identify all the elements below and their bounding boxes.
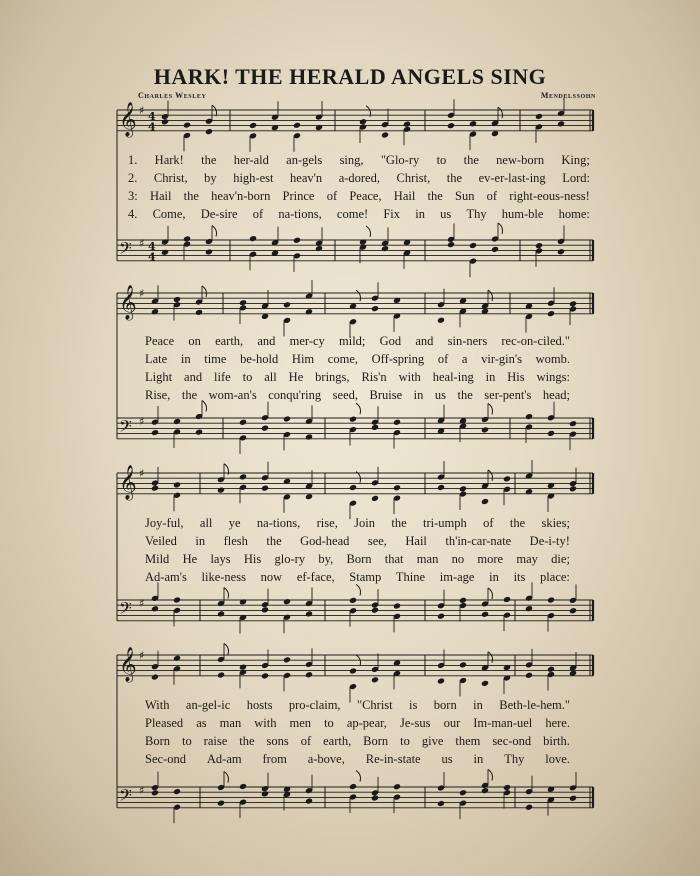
treble-clef: 𝄞 (119, 647, 137, 682)
key-signature-sharp: ♯ (139, 237, 145, 250)
note-head (305, 798, 313, 805)
note-head (459, 661, 467, 668)
lyric-line: Peace on earth, and mer-cy mild; God and sin-ners rec-on-ciled." (145, 334, 570, 348)
key-signature-sharp: ♯ (139, 597, 145, 610)
note-head (151, 674, 159, 681)
note-head (173, 788, 181, 795)
hymn-title: HARK! THE HERALD ANGELS SING (153, 64, 547, 89)
note-head (283, 656, 291, 663)
lyric-line: 1. Hark! the her-ald an-gels sing, "Glo-ry to the new-born King; (128, 153, 590, 167)
note-head (371, 676, 379, 683)
note-head (503, 784, 511, 791)
lyric-line: 4. Come, De-sire of na-tions, come! Fix in us Thy hum-ble home: (128, 207, 590, 221)
lyric-line: Sec-ond Ad-am from a-bove, Re-in-state us in Thy love. (145, 752, 570, 766)
note-head (239, 664, 247, 671)
lyric-line: Ad-am's like-ness now ef-face, Stamp Thine im-age in its place: (145, 570, 570, 584)
lyric-line: Mild He lays His glo-ry by, Born that man no more may die; (145, 552, 570, 566)
note-head (371, 795, 379, 802)
note-flag (356, 771, 361, 782)
note-head (525, 672, 533, 679)
note-head (239, 783, 247, 790)
lyric-line: With an-gel-ic hosts pro-claim, "Christ is born in Beth-le-hem." (145, 698, 570, 712)
lyric-line: 3: Hail the heav'n-born Prince of Peace, Hail the Sun of right-eous-ness! (128, 189, 590, 203)
time-signature-top: 4 (148, 240, 156, 253)
lyric-line: Light and life to all He brings, Ris'n with heal-ing in His wings: (145, 370, 570, 384)
note-flag (224, 643, 229, 654)
key-signature-sharp: ♯ (139, 784, 145, 797)
treble-clef: 𝄞 (119, 102, 137, 137)
lyric-line: 2. Christ, by high-est heav'n a-dored, Christ, the ev-er-last-ing Lord: (128, 171, 590, 185)
note-head (173, 655, 181, 662)
time-signature-bottom: 4 (148, 120, 156, 134)
key-signature-sharp: ♯ (139, 467, 145, 480)
note-head (305, 671, 313, 678)
note-head (349, 783, 357, 790)
composer-credit: Mendelssohn (540, 91, 596, 100)
key-signature-sharp: ♯ (139, 415, 145, 428)
time-signature-bottom: 4 (148, 250, 156, 264)
note-head (261, 672, 269, 679)
note-flag (488, 652, 493, 663)
note-head (525, 804, 533, 811)
key-signature-sharp: ♯ (139, 649, 145, 662)
lyric-line: Rise, the wom-an's conqu'ring seed, Bruise in us the ser-pent's head; (145, 388, 570, 402)
treble-clef: 𝄞 (119, 285, 137, 320)
lyric-line: Pleased as man with men to ap-pear, Je-sus our Im-man-uel here. (145, 716, 570, 730)
note-head (481, 680, 489, 687)
note-head (437, 678, 445, 685)
lyric-line: Veiled in flesh the God-head see, Hail th'in-car-nate De-i-ty! (145, 534, 570, 548)
note-head (437, 800, 445, 807)
lyric-line: Joy-ful, all ye na-tions, rise, Join the tri-umph of the skies; (145, 516, 570, 530)
lyric-line: Born to raise the sons of earth, Born to give them sec-ond birth. (145, 734, 570, 748)
lyricist-credit: Charles Wesley (138, 91, 207, 100)
note-head (261, 790, 269, 797)
note-head (217, 672, 225, 679)
note-head (349, 667, 357, 674)
note-head (459, 789, 467, 796)
note-head (217, 800, 225, 807)
note-head (481, 787, 489, 794)
bass-clef: 𝄢 (119, 416, 132, 440)
bass-clef: 𝄢 (119, 598, 132, 622)
note-flag (224, 772, 229, 783)
note-flag (488, 769, 493, 780)
time-signature-top: 4 (148, 110, 156, 123)
note-head (151, 789, 159, 796)
treble-clef: 𝄞 (119, 465, 137, 500)
bass-clef: 𝄢 (119, 238, 132, 262)
bass-clef: 𝄢 (119, 785, 132, 809)
note-head (569, 795, 577, 802)
key-signature-sharp: ♯ (139, 287, 145, 300)
key-signature-sharp: ♯ (139, 104, 145, 117)
lyric-line: Late in time be-hold Him come, Off-spring of a vir-gin's womb. (145, 352, 570, 366)
note-head (547, 666, 555, 673)
note-head (393, 783, 401, 790)
